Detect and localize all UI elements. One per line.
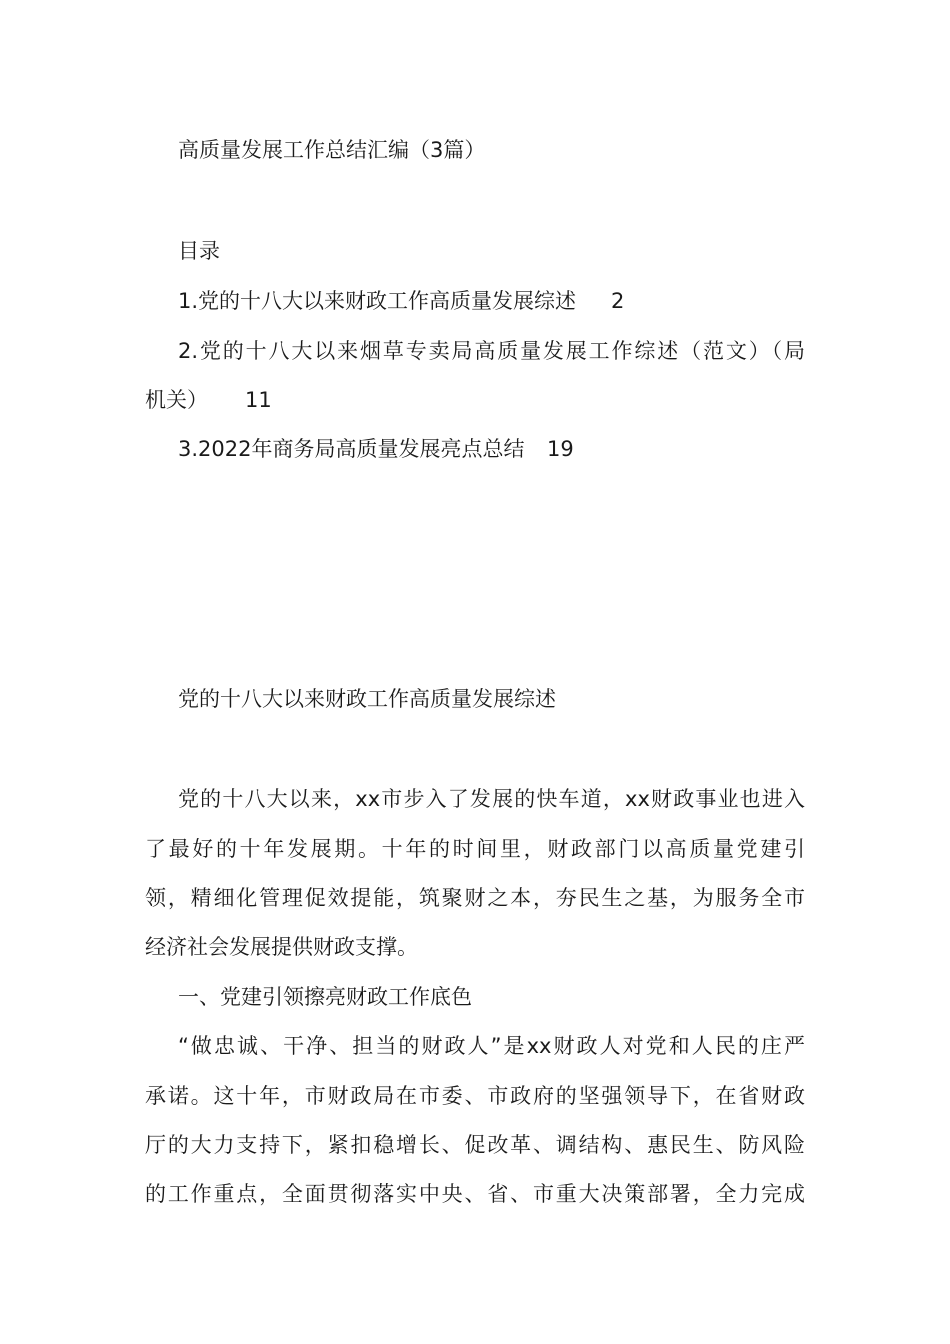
toc-entry-2-page: 11 bbox=[245, 388, 272, 412]
toc-entry-2-line1[interactable]: 2.党的十八大以来烟草专卖局高质量发展工作综述（范文）（局 bbox=[178, 339, 805, 363]
para1-line2: 了最好的十年发展期。十年的时间里，财政部门以高质量党建引 bbox=[145, 837, 805, 861]
toc-entry-1-page: 2 bbox=[611, 289, 625, 313]
para2-line4: 的工作重点，全面贯彻落实中央、省、市重大决策部署，全力完成 bbox=[145, 1182, 805, 1206]
para1-line3: 领，精细化管理促效提能，筑聚财之本，夯民生之基，为服务全市 bbox=[145, 886, 805, 910]
para2-line3: 厅的大力支持下，紧扣稳增长、促改革、调结构、惠民生、防风险 bbox=[145, 1133, 805, 1157]
document-title: 高质量发展工作总结汇编（3篇） bbox=[178, 138, 486, 162]
toc-entry-2-line2[interactable]: 机关） bbox=[145, 388, 208, 412]
toc-entry-1[interactable]: 1.党的十八大以来财政工作高质量发展综述 bbox=[178, 289, 577, 313]
para2-line2: 承诺。这十年，市财政局在市委、市政府的坚强领导下，在省财政 bbox=[145, 1084, 805, 1108]
toc-entry-3[interactable]: 3.2022年商务局高质量发展亮点总结 bbox=[178, 437, 525, 461]
toc-heading: 目录 bbox=[178, 239, 220, 263]
toc-entry-3-page: 19 bbox=[547, 437, 574, 461]
para2-line1: “做忠诚、干净、担当的财政人”是xx财政人对党和人民的庄严 bbox=[178, 1034, 805, 1058]
para1-line4: 经济社会发展提供财政支撑。 bbox=[145, 935, 418, 959]
section1-heading: 一、党建引领擦亮财政工作底色 bbox=[178, 985, 472, 1009]
para1-line1: 党的十八大以来，xx市步入了发展的快车道，xx财政事业也进入 bbox=[178, 787, 805, 811]
article-title: 党的十八大以来财政工作高质量发展综述 bbox=[178, 687, 556, 711]
